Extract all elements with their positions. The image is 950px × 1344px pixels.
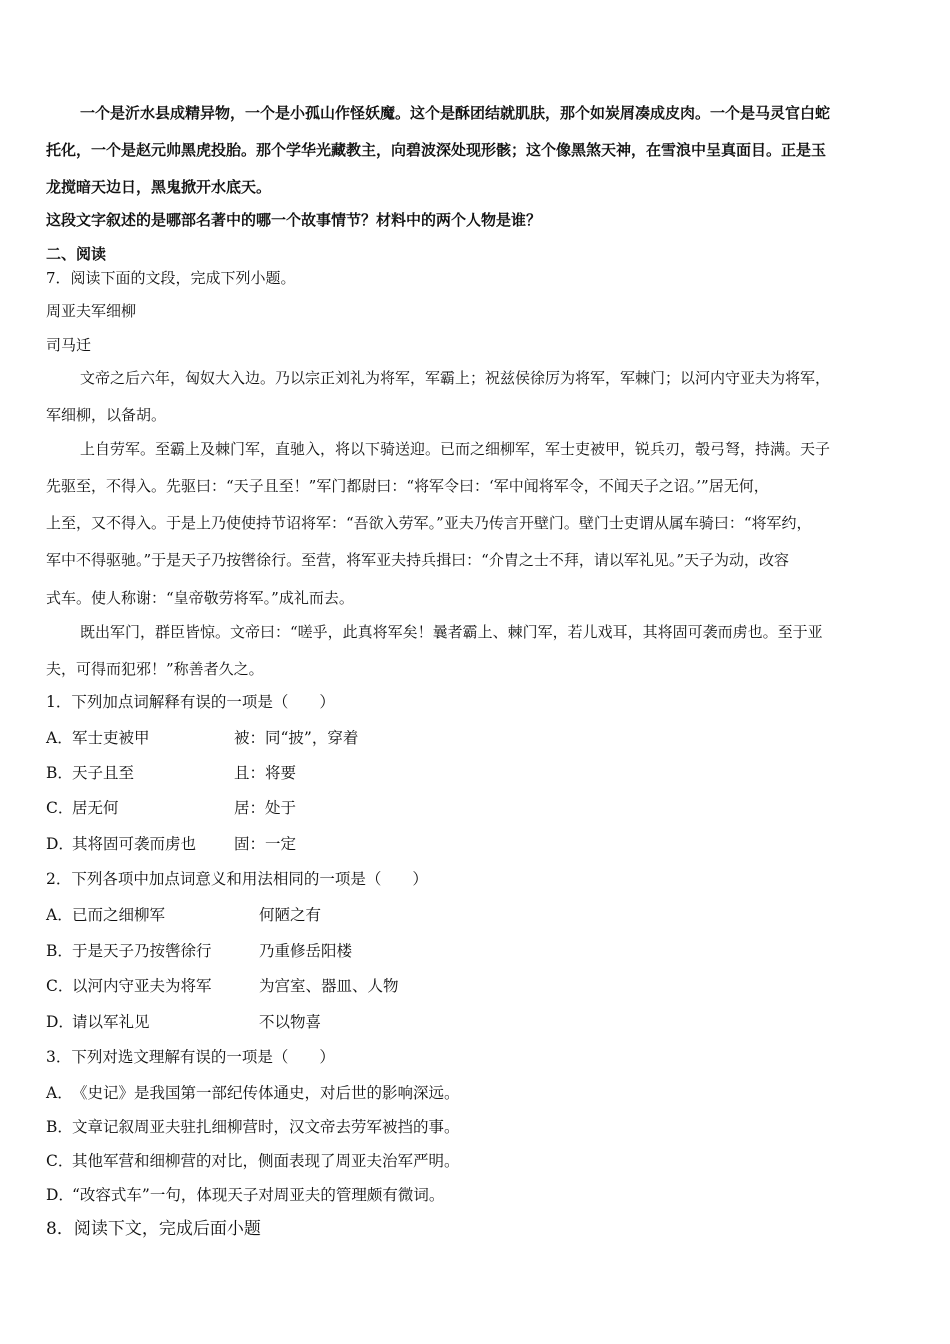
passage-paragraph-2-line-4: 军中不得驱驰。”于是天子乃按辔徐行。至营，将军亚夫持兵揖曰：“介胄之士不拜，请以军礼见。”天子为动，改容	[46, 551, 790, 569]
sub2-option-b-compare: 乃重修岳阳楼	[259, 942, 353, 960]
option-label: A．	[46, 1084, 73, 1102]
option-text: 已而之细柳军	[72, 906, 166, 924]
option-text: 其将固可袭而虏也	[72, 835, 197, 853]
sub3-option-c[interactable]	[46, 1151, 460, 1171]
sub1-option-a-explanation: 被：同“披”，穿着	[234, 729, 359, 747]
sub1-option-d[interactable]	[46, 834, 196, 854]
sub1-option-b-explanation: 且：将要	[234, 764, 297, 782]
option-label: A．	[46, 906, 73, 924]
passage-author: 司马迁	[46, 336, 92, 354]
passage-intro-line-1: 一个是沂水县成精异物，一个是小孤山作怪妖魔。这个是酥团结就肌肤，那个如炭屑凑成皮肉。一个是马灵官白蛇	[80, 104, 831, 122]
passage-paragraph-2-line-1: 上自劳军。至霸上及棘门军，直驰入，将以下骑送迎。已而之细柳军，军士吏被甲，锐兵刃，彀弓弩，持满。天子	[80, 440, 831, 458]
option-text: 其他军营和细柳营的对比，侧面表现了周亚夫治军严明。	[72, 1152, 460, 1170]
sub-question-3-stem: 3．下列对选文理解有误的一项是（ ）	[46, 1048, 335, 1066]
passage-paragraph-3-line-1: 既出军门，群臣皆惊。文帝曰：“嗟乎，此真将军矣！曩者霸上、棘门军，若儿戏耳，其将固可袭而虏也。至于亚	[80, 623, 823, 641]
option-label: B．	[46, 942, 73, 960]
passage-intro-line-2: 托化，一个是赵元帅黑虎投胎。那个学华光藏教主，向碧波深处现形骸；这个像黑煞天神，在雪浪中呈真面目。正是玉	[46, 141, 827, 159]
passage-paragraph-3-line-2: 夫，可得而犯邪！”称善者久之。	[46, 660, 264, 678]
q8-prompt: 8．阅读下文，完成后面小题	[46, 1219, 261, 1239]
sub2-option-d-compare: 不以物喜	[259, 1013, 322, 1031]
sub3-option-d[interactable]	[46, 1185, 444, 1205]
sub2-option-b[interactable]	[46, 941, 212, 961]
sub-question-1-stem: 1．下列加点词解释有误的一项是（ ）	[46, 693, 335, 711]
sub2-option-c[interactable]	[46, 976, 212, 996]
sub3-option-b[interactable]	[46, 1117, 460, 1137]
sub-question-2-stem: 2．下列各项中加点词意义和用法相同的一项是（ ）	[46, 870, 428, 888]
sub2-option-c-compare: 为宫室、器皿、人物	[259, 977, 399, 995]
sub2-option-a[interactable]	[46, 905, 165, 925]
option-label: C．	[46, 1152, 74, 1170]
sub1-option-c[interactable]	[46, 798, 119, 818]
option-label: D．	[46, 835, 74, 853]
sub2-option-a-compare: 何陋之有	[259, 906, 322, 924]
q7-prompt: 7．阅读下面的文段，完成下列小题。	[46, 269, 296, 287]
option-text: “改容式车”一句，体现天子对周亚夫的管理颇有微词。	[72, 1186, 445, 1204]
option-label: A．	[46, 729, 73, 747]
option-label: D．	[46, 1186, 74, 1204]
section-title: 二、阅读	[46, 245, 107, 263]
option-text: 文章记叙周亚夫驻扎细柳营时，汉文帝去劳军被挡的事。	[72, 1118, 460, 1136]
option-text: 请以军礼见	[72, 1013, 150, 1031]
passage-paragraph-2-line-5: 式车。使人称谢：“皇帝敬劳将军。”成礼而去。	[46, 589, 354, 607]
sub3-option-a[interactable]	[46, 1083, 460, 1103]
sub1-option-d-explanation: 固：一定	[234, 835, 297, 853]
option-label: B．	[46, 764, 73, 782]
sub1-option-b[interactable]	[46, 763, 134, 783]
passage-paragraph-2-line-2: 先驱至，不得入。先驱曰：“天子且至！”军门都尉曰：“将军令曰：‘军中闻将军令，不闻天子之诏。’”居无何，	[46, 477, 769, 495]
sub2-option-d[interactable]	[46, 1012, 150, 1032]
option-text: 《史记》是我国第一部纪传体通史，对后世的影响深远。	[72, 1084, 460, 1102]
passage-title: 周亚夫军细柳	[46, 302, 137, 320]
option-text: 居无何	[72, 799, 119, 817]
option-label: C．	[46, 799, 74, 817]
sub1-option-a[interactable]	[46, 728, 150, 748]
passage-intro-question: 这段文字叙述的是哪部名著中的哪一个故事情节？材料中的两个人物是谁？	[46, 211, 542, 229]
option-text: 天子且至	[72, 764, 135, 782]
passage-paragraph-2-line-3: 上至，又不得入。于是上乃使使持节诏将军：“吾欲入劳军。”亚夫乃传言开壁门。壁门士吏谓从属车骑曰：“将军约，	[46, 514, 812, 532]
passage-paragraph-1-line-2: 军细柳，以备胡。	[46, 406, 167, 424]
option-label: C．	[46, 977, 74, 995]
option-label: D．	[46, 1013, 74, 1031]
passage-intro-line-3: 龙搅暗天边日，黑鬼掀开水底天。	[46, 178, 272, 196]
passage-paragraph-1-line-1: 文帝之后六年，匈奴大入边。乃以宗正刘礼为将军，军霸上；祝兹侯徐厉为将军，军棘门；以河内守亚夫为将军，	[80, 369, 831, 387]
option-text: 于是天子乃按辔徐行	[72, 942, 212, 960]
option-text: 军士吏被甲	[72, 729, 150, 747]
option-text: 以河内守亚夫为将军	[72, 977, 212, 995]
option-label: B．	[46, 1118, 73, 1136]
sub1-option-c-explanation: 居：处于	[234, 799, 297, 817]
